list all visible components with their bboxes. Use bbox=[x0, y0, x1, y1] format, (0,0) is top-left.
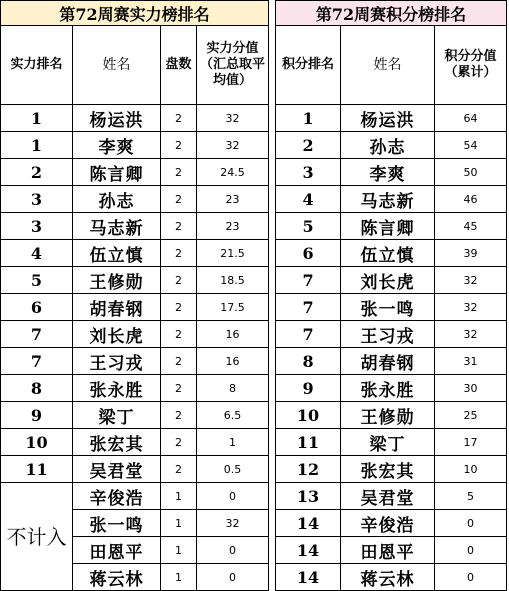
right-name-cell: 伍立慎 bbox=[341, 240, 435, 267]
right-name-cell: 王习戎 bbox=[341, 321, 435, 348]
strength-rank-cell: 8 bbox=[1, 375, 73, 402]
strength-rank-cell: 1 bbox=[1, 132, 73, 159]
strength-score-cell: 24.5 bbox=[197, 159, 269, 186]
column-gap bbox=[269, 294, 276, 321]
points-rank-cell: 1 bbox=[276, 105, 341, 132]
left-name-cell: 张一鸣 bbox=[73, 510, 161, 537]
strength-score-cell: 0 bbox=[197, 483, 269, 510]
right-name-cell: 王修勋 bbox=[341, 402, 435, 429]
right-name-cell: 杨运洪 bbox=[341, 105, 435, 132]
right-name-cell: 李爽 bbox=[341, 159, 435, 186]
left-name-cell: 辛俊浩 bbox=[73, 483, 161, 510]
points-rank-cell: 7 bbox=[276, 294, 341, 321]
table-row bbox=[1, 456, 507, 483]
strength-ranking-title: 第72周赛实力榜排名 bbox=[1, 1, 269, 26]
strength-rank-cell: 2 bbox=[1, 159, 73, 186]
games-cell: 2 bbox=[161, 240, 197, 267]
right-name-cell: 张宏其 bbox=[341, 456, 435, 483]
points-rank-cell: 13 bbox=[276, 483, 341, 510]
right-name-cell: 陈言卿 bbox=[341, 213, 435, 240]
column-gap bbox=[269, 510, 276, 537]
strength-score-cell: 0.5 bbox=[197, 456, 269, 483]
points-score-cell: 54 bbox=[435, 132, 507, 159]
games-cell: 1 bbox=[161, 483, 197, 510]
column-gap bbox=[269, 456, 276, 483]
strength-rank-cell: 10 bbox=[1, 429, 73, 456]
games-cell: 2 bbox=[161, 105, 197, 132]
games-cell: 1 bbox=[161, 564, 197, 591]
games-cell: 2 bbox=[161, 456, 197, 483]
table-row bbox=[1, 483, 507, 510]
strength-score-cell: 16 bbox=[197, 321, 269, 348]
strength-rank-cell: 11 bbox=[1, 456, 73, 483]
strength-score-cell: 0 bbox=[197, 537, 269, 564]
right-name-cell: 孙志 bbox=[341, 132, 435, 159]
header-games: 盘数 bbox=[161, 26, 197, 105]
games-cell: 2 bbox=[161, 186, 197, 213]
points-score-cell: 0 bbox=[435, 564, 507, 591]
points-score-cell: 32 bbox=[435, 267, 507, 294]
games-cell: 1 bbox=[161, 510, 197, 537]
points-score-cell: 32 bbox=[435, 294, 507, 321]
header-strength-score: 实力分值（汇总取平均值） bbox=[197, 26, 269, 105]
points-rank-cell: 8 bbox=[276, 348, 341, 375]
strength-score-cell: 23 bbox=[197, 186, 269, 213]
table-row bbox=[1, 564, 507, 591]
points-rank-cell: 10 bbox=[276, 402, 341, 429]
games-cell: 2 bbox=[161, 375, 197, 402]
left-name-cell: 蒋云林 bbox=[73, 564, 161, 591]
points-rank-cell: 9 bbox=[276, 375, 341, 402]
title-row bbox=[1, 1, 507, 26]
points-ranking-title: 第72周赛积分榜排名 bbox=[276, 1, 507, 26]
table-row bbox=[1, 348, 507, 375]
column-gap bbox=[269, 240, 276, 267]
right-name-cell: 刘长虎 bbox=[341, 267, 435, 294]
left-name-cell: 胡春钢 bbox=[73, 294, 161, 321]
points-rank-cell: 6 bbox=[276, 240, 341, 267]
strength-score-cell: 8 bbox=[197, 375, 269, 402]
points-score-cell: 31 bbox=[435, 348, 507, 375]
right-name-cell: 田恩平 bbox=[341, 537, 435, 564]
column-gap bbox=[269, 483, 276, 510]
column-gap bbox=[269, 132, 276, 159]
header-points-rank: 积分排名 bbox=[276, 26, 341, 105]
points-rank-cell: 5 bbox=[276, 213, 341, 240]
games-cell: 2 bbox=[161, 213, 197, 240]
column-gap bbox=[269, 348, 276, 375]
excluded-label: 不计入 bbox=[1, 483, 73, 591]
strength-rank-cell: 4 bbox=[1, 240, 73, 267]
points-rank-cell: 14 bbox=[276, 510, 341, 537]
header-row bbox=[1, 26, 507, 105]
right-name-cell: 蒋云林 bbox=[341, 564, 435, 591]
table-row bbox=[1, 132, 507, 159]
left-name-cell: 杨运洪 bbox=[73, 105, 161, 132]
games-cell: 2 bbox=[161, 267, 197, 294]
points-rank-cell: 7 bbox=[276, 321, 341, 348]
column-gap bbox=[269, 26, 276, 105]
header-strength-rank: 实力排名 bbox=[1, 26, 73, 105]
left-name-cell: 李爽 bbox=[73, 132, 161, 159]
strength-rank-cell: 9 bbox=[1, 402, 73, 429]
table-row bbox=[1, 510, 507, 537]
points-rank-cell: 3 bbox=[276, 159, 341, 186]
strength-score-cell: 21.5 bbox=[197, 240, 269, 267]
left-name-cell: 田恩平 bbox=[73, 537, 161, 564]
games-cell: 2 bbox=[161, 348, 197, 375]
column-gap bbox=[269, 537, 276, 564]
right-name-cell: 吴君堂 bbox=[341, 483, 435, 510]
column-gap bbox=[269, 213, 276, 240]
left-name-cell: 吴君堂 bbox=[73, 456, 161, 483]
games-cell: 2 bbox=[161, 132, 197, 159]
left-name-cell: 伍立慎 bbox=[73, 240, 161, 267]
table-row bbox=[1, 186, 507, 213]
table-row bbox=[1, 213, 507, 240]
strength-rank-cell: 3 bbox=[1, 186, 73, 213]
right-name-cell: 辛俊浩 bbox=[341, 510, 435, 537]
header-left-name: 姓名 bbox=[73, 26, 161, 105]
column-gap bbox=[269, 564, 276, 591]
strength-score-cell: 16 bbox=[197, 348, 269, 375]
points-score-cell: 64 bbox=[435, 105, 507, 132]
strength-rank-cell: 5 bbox=[1, 267, 73, 294]
header-right-name: 姓名 bbox=[341, 26, 435, 105]
strength-score-cell: 6.5 bbox=[197, 402, 269, 429]
points-score-cell: 25 bbox=[435, 402, 507, 429]
games-cell: 2 bbox=[161, 402, 197, 429]
column-gap bbox=[269, 375, 276, 402]
strength-score-cell: 23 bbox=[197, 213, 269, 240]
table-row bbox=[1, 267, 507, 294]
strength-rank-cell: 7 bbox=[1, 348, 73, 375]
points-score-cell: 32 bbox=[435, 321, 507, 348]
header-points-score: 积分分值（累计） bbox=[435, 26, 507, 105]
left-name-cell: 王修勋 bbox=[73, 267, 161, 294]
strength-score-cell: 32 bbox=[197, 105, 269, 132]
strength-rank-cell: 7 bbox=[1, 321, 73, 348]
games-cell: 2 bbox=[161, 429, 197, 456]
strength-rank-cell: 6 bbox=[1, 294, 73, 321]
table-row bbox=[1, 375, 507, 402]
points-rank-cell: 14 bbox=[276, 537, 341, 564]
points-score-cell: 50 bbox=[435, 159, 507, 186]
left-name-cell: 孙志 bbox=[73, 186, 161, 213]
points-score-cell: 46 bbox=[435, 186, 507, 213]
games-cell: 2 bbox=[161, 321, 197, 348]
table-row bbox=[1, 402, 507, 429]
table-row bbox=[1, 429, 507, 456]
games-cell: 1 bbox=[161, 537, 197, 564]
column-gap bbox=[269, 429, 276, 456]
right-name-cell: 胡春钢 bbox=[341, 348, 435, 375]
strength-score-cell: 1 bbox=[197, 429, 269, 456]
column-gap bbox=[269, 402, 276, 429]
right-name-cell: 张一鸣 bbox=[341, 294, 435, 321]
column-gap bbox=[269, 321, 276, 348]
points-rank-cell: 4 bbox=[276, 186, 341, 213]
points-rank-cell: 11 bbox=[276, 429, 341, 456]
strength-rank-cell: 1 bbox=[1, 105, 73, 132]
points-rank-cell: 7 bbox=[276, 267, 341, 294]
strength-score-cell: 18.5 bbox=[197, 267, 269, 294]
right-name-cell: 马志新 bbox=[341, 186, 435, 213]
table-row bbox=[1, 537, 507, 564]
points-score-cell: 39 bbox=[435, 240, 507, 267]
table-row bbox=[1, 105, 507, 132]
points-rank-cell: 2 bbox=[276, 132, 341, 159]
points-score-cell: 17 bbox=[435, 429, 507, 456]
table-row bbox=[1, 321, 507, 348]
points-score-cell: 0 bbox=[435, 510, 507, 537]
points-score-cell: 45 bbox=[435, 213, 507, 240]
column-gap bbox=[269, 159, 276, 186]
left-name-cell: 刘长虎 bbox=[73, 321, 161, 348]
column-gap bbox=[269, 105, 276, 132]
strength-score-cell: 17.5 bbox=[197, 294, 269, 321]
table-row bbox=[1, 159, 507, 186]
strength-score-cell: 32 bbox=[197, 132, 269, 159]
column-gap bbox=[269, 186, 276, 213]
right-name-cell: 张永胜 bbox=[341, 375, 435, 402]
games-cell: 2 bbox=[161, 159, 197, 186]
points-score-cell: 0 bbox=[435, 537, 507, 564]
left-name-cell: 张永胜 bbox=[73, 375, 161, 402]
points-rank-cell: 14 bbox=[276, 564, 341, 591]
left-name-cell: 陈言卿 bbox=[73, 159, 161, 186]
games-cell: 2 bbox=[161, 294, 197, 321]
points-score-cell: 5 bbox=[435, 483, 507, 510]
left-name-cell: 梁丁 bbox=[73, 402, 161, 429]
points-score-cell: 30 bbox=[435, 375, 507, 402]
right-name-cell: 梁丁 bbox=[341, 429, 435, 456]
strength-score-cell: 0 bbox=[197, 564, 269, 591]
left-name-cell: 马志新 bbox=[73, 213, 161, 240]
points-score-cell: 10 bbox=[435, 456, 507, 483]
column-gap bbox=[269, 1, 276, 26]
strength-score-cell: 32 bbox=[197, 510, 269, 537]
points-rank-cell: 12 bbox=[276, 456, 341, 483]
left-name-cell: 张宏其 bbox=[73, 429, 161, 456]
table-row bbox=[1, 294, 507, 321]
column-gap bbox=[269, 267, 276, 294]
left-name-cell: 王习戎 bbox=[73, 348, 161, 375]
strength-rank-cell: 3 bbox=[1, 213, 73, 240]
table-row bbox=[1, 240, 507, 267]
